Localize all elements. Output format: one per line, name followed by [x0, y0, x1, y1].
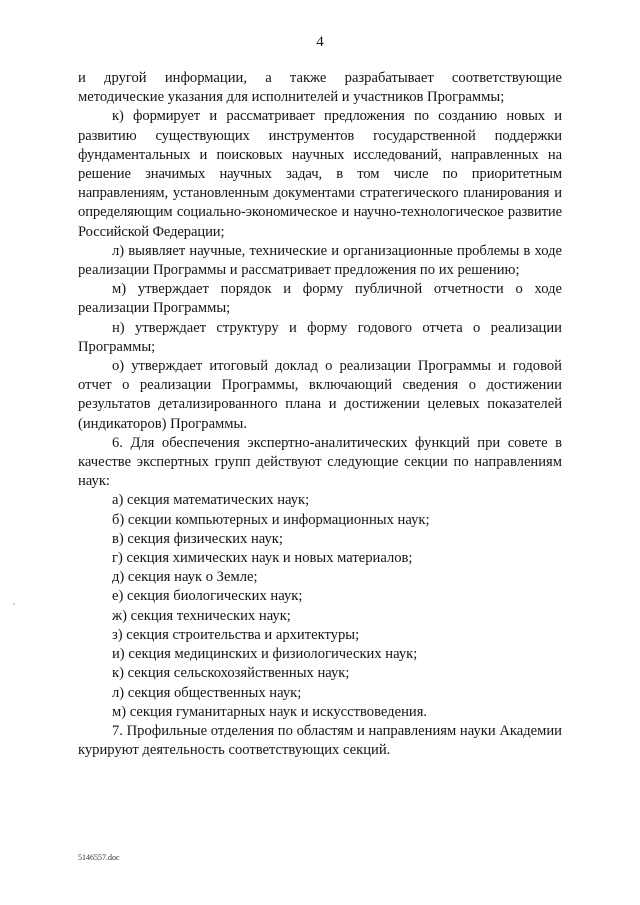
list-item: б) секции компьютерных и информационных наук;: [112, 511, 430, 528]
list-item: д) секция наук о Земле;: [112, 569, 258, 586]
paragraph-continuation: и другой информации, а также разрабатывает соответствующие методические указания для исполнителей и участников Программы;: [78, 70, 562, 106]
paragraph-clause-7: 7. Профильные отделения по областям и направлениям науки Академии курируют деятельность соответствующих секций.: [78, 722, 562, 759]
list-item: ж) секция технических наук;: [112, 607, 291, 624]
document-body: [78, 69, 562, 760]
paragraph-item-m: м) утверждает порядок и форму публичной отчетности о ходе реализации Программы;: [78, 281, 562, 317]
page-number: 4: [316, 34, 324, 50]
paragraph-item-k: к) формирует и рассматривает предложения по созданию новых и развитию существующих инструментов государственной поддержки фундаментальных и поисковых научных исследований, направленных на решение значимых научных задач, в том числе по приоритетным направлениям, установленным документами стратегического планирования и определяющим социально-экономическое и научно-технологическое развитие Российской Федерации;: [78, 108, 562, 240]
paragraph-item-n: н) утверждает структуру и форму годового отчета о реализации Программы;: [78, 319, 562, 355]
list-item: а) секция математических наук;: [112, 492, 310, 509]
paragraph-item-l: л) выявляет научные, технические и организационные проблемы в ходе реализации Программы и рассматривает предложения по их решению;: [78, 242, 562, 279]
list-item: м) секция гуманитарных наук и искусствоведения.: [112, 703, 428, 720]
sections-list: [78, 491, 562, 721]
list-item: г) секция химических наук и новых материалов;: [112, 550, 413, 567]
list-item: и) секция медицинских и физиологических наук;: [112, 646, 418, 663]
list-item: к) секция сельскохозяйственных наук;: [112, 665, 350, 682]
list-item: з) секция строительства и архитектуры;: [112, 626, 360, 643]
scan-speck: [13, 603, 15, 605]
paragraph-item-o: о) утверждает итоговый доклад о реализации Программы и годовой отчет о реализации Программы, включающий сведения о достижении результатов детализированного плана и достижении целевых показателей (индикаторов) Программы.: [78, 358, 562, 432]
list-item: в) секция физических наук;: [112, 530, 283, 547]
paragraph-clause-6: 6. Для обеспечения экспертно-аналитических функций при совете в качестве экспертных групп действуют следующие секции по направлениям наук:: [78, 434, 562, 490]
list-item: л) секция общественных наук;: [112, 684, 302, 701]
footer-file-code: 5146557.doc: [78, 853, 120, 862]
list-item: е) секция биологических наук;: [112, 588, 303, 605]
